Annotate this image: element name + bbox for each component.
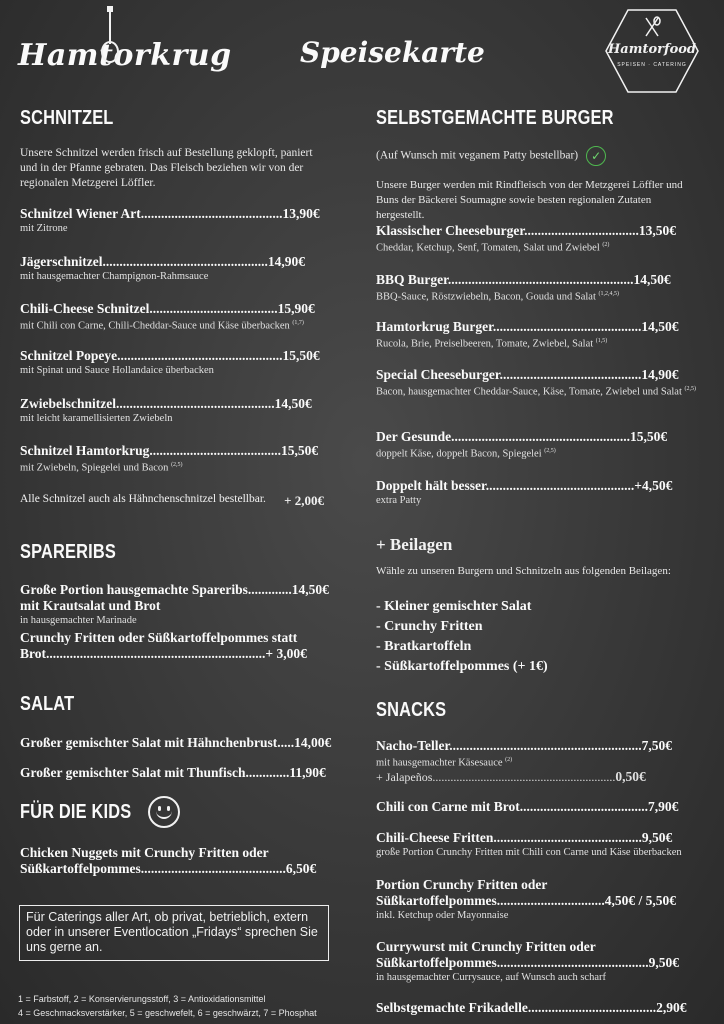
hamtorfood-logo (604, 8, 700, 94)
schnitzel-intro: Unsere Schnitzel werden frisch auf Bestellung geklopft, paniert und in der Pfanne gebraten. Das Fleisch beziehen wir von der regionalen Metzgerei Löffler. (20, 147, 313, 189)
kids-heading-row (20, 796, 180, 828)
menu-item: Currywurst mit Crunchy Fritten oder Süßkartoffelpommes.............................................9,50€ in hausgemachter Currysauce, auf Wunsch auch scharf (376, 939, 679, 983)
schnitzel-note: Alle Schnitzel auch als Hähnchenschnitzel bestellbar. + 2,00€ (20, 493, 324, 508)
item-name: Klassischer Cheeseburger (376, 223, 525, 238)
note-price: + 2,00€ (284, 493, 324, 508)
item-price: 15,90€ (277, 301, 315, 316)
menu-item: Zwiebelschnitzel...............................................14,50€ mit leicht karamellisierten Zwiebeln (20, 396, 326, 425)
vegan-leaf-icon: ✓ (586, 146, 606, 166)
footnote-line: 1 = Farbstoff, 2 = Konservierungsstoff, 3 = Antioxidationsmittel (18, 994, 266, 1004)
item-price: 14,50€ (633, 272, 671, 287)
list-item: - Crunchy Fritten (376, 619, 483, 634)
item-price: 13,90€ (282, 206, 320, 221)
smiley-icon (148, 796, 180, 828)
menu-item: Schnitzel Wiener Art..........................................13,90€ mit Zitrone (20, 206, 326, 235)
item-desc: Bacon, hausgemachter Cheddar-Sauce, Käse, Tomate, Zwiebel und Salat (376, 386, 682, 398)
item-price: 14,50€ (274, 396, 312, 411)
burger-intro: Unsere Burger werden mit Rindfleisch von der Metzgerei Löffler und Buns der Bäckerei Soumagne sowie besten regionalen Zutaten hergestellt. (376, 179, 683, 221)
spareribs-item: Große Portion hausgemachte Spareribs.............14,50€ mit Krautsalat und Brot in hausgemachter Marinade Crunchy Fritten oder Süßkartoffelpommes statt Brot.................................................................+ 3,00€ (20, 582, 329, 661)
item-name: Schnitzel Wiener Art (20, 206, 141, 221)
item-desc: mit Zwiebeln, Spiegelei und Bacon (20, 462, 169, 474)
kids-item: Chicken Nuggets mit Crunchy Fritten oder Süßkartoffelpommes...........................................6,50€ (20, 845, 317, 876)
menu-item: Nacho-Teller.........................................................7,50€ mit hausgemachter Käsesauce $^{(2)}$ + Jalapeños.............................................................0,50€ (376, 738, 672, 784)
item-name: Zwiebelschnitzel (20, 396, 116, 411)
kids-heading: FÜR DIE KIDS (20, 800, 132, 823)
spareribs-heading: SPARERIBS (20, 541, 116, 563)
item-desc: mit hausgemachter Champignon-Rahmsauce (20, 271, 209, 282)
guitar-icon (100, 6, 120, 66)
item-price: 15,50€ (630, 429, 668, 444)
list-item: - Bratkartoffeln (376, 639, 472, 654)
list-item: - Süßkartoffelpommes (+ 1€) (376, 659, 548, 674)
beilagen-intro: Wähle zu unseren Burgern und Schnitzeln aus folgenden Beilagen: (376, 565, 671, 577)
vegan-note: (Auf Wunsch mit veganem Patty bestellbar) (376, 149, 579, 162)
item-name: Schnitzel Popeye (20, 348, 118, 363)
item-name: Schnitzel Hamtorkrug (20, 443, 150, 458)
item-name: Special Cheeseburger (376, 367, 500, 382)
snacks-heading: SNACKS (376, 699, 447, 721)
item-name: Doppelt hält besser (376, 478, 486, 493)
item-desc: doppelt Käse, doppelt Bacon, Spiegelei (376, 448, 542, 460)
item-price: 14,50€ (641, 319, 679, 334)
item-desc: BBQ-Sauce, Röstzwiebeln, Bacon, Gouda und Salat (376, 291, 596, 303)
menu-item: Jägerschnitzel.................................................14,90€ mit hausgemachter Champignon-Rahmsauce (20, 254, 326, 283)
logo-left-text: Hamtorkrug (18, 38, 232, 73)
item-name: Hamtorkrug Burger (376, 319, 493, 334)
item-name: Jägerschnitzel (20, 254, 103, 269)
item-desc: mit Spinat und Sauce Hollandaice überbacken (20, 365, 214, 376)
item-price: 15,50€ (282, 348, 320, 363)
item-price: 15,50€ (281, 443, 319, 458)
schnitzel-heading: SCHNITZEL (20, 107, 114, 129)
menu-item: Doppelt hält besser............................................+4,50€ extra Patty (376, 478, 686, 507)
item-price: +4,50€ (634, 478, 673, 493)
menu-item: Chili-Cheese Fritten............................................9,50€ große Portion Crunchy Fritten mit Chili con Carne und Käse überbacken (376, 830, 682, 858)
item-desc: mit Zitrone (20, 223, 68, 234)
menu-item: Der Gesunde.....................................................15,50€ doppelt Käse, doppelt Bacon, Spiegelei $^{(2,5)}$ (376, 429, 668, 460)
beilagen-list (376, 597, 686, 677)
item-price: 14,90€ (641, 367, 679, 382)
menu-item: Special Cheeseburger..........................................14,90€ Bacon, hausgemachter Cheddar-Sauce, Käse, Tomate, Zwiebel und Salat $^{(2,5)}$ (376, 367, 697, 398)
menu-item: Klassischer Cheeseburger..................................13,50€ Cheddar, Ketchup, Senf, Tomaten, Salat und Zwiebel $^{(2)}$ (376, 223, 676, 254)
list-item: - Kleiner gemischter Salat (376, 599, 532, 614)
item-name: Der Gesunde (376, 429, 452, 444)
item-name: Chili-Cheese Schnitzel (20, 301, 150, 316)
logo-right-subtitle: SPEISEN · CATERING (617, 62, 687, 68)
logo-right-text: Hamtorfood (607, 42, 696, 57)
menu-item: Großer gemischter Salat mit Hähnchenbrust.....14,00€ (20, 735, 332, 750)
vegan-note-row (376, 146, 686, 166)
menu-item: Portion Crunchy Fritten oder Süßkartoffelpommes................................4,50€ / 5,50€ inkl. Ketchup oder Mayonnaise (376, 877, 676, 921)
salat-heading: SALAT (20, 693, 75, 715)
item-desc: extra Patty (376, 495, 422, 506)
page-title: Speisekarte (300, 36, 485, 69)
menu-item: BBQ Burger.......................................................14,50€ BBQ-Sauce, Röstzwiebeln, Bacon, Gouda und Salat $^{(1,2,4,5)}$ (376, 272, 671, 303)
item-desc: Rucola, Brie, Preiselbeeren, Tomate, Zwiebel, Salat (376, 338, 594, 350)
item-desc: Cheddar, Ketchup, Senf, Tomaten, Salat und Zwiebel (376, 242, 600, 254)
fork-whisk-icon (646, 17, 660, 36)
catering-box: Für Caterings aller Art, ob privat, betrieblich, extern oder in unserer Eventlocation „Fridays“ sprechen Sie uns gerne an. (19, 905, 329, 961)
footnote-line: 4 = Geschmacksverstärker, 5 = geschwefelt, 6 = geschwärzt, 7 = Phosphat (18, 1008, 317, 1018)
menu-item: Chili-Cheese Schnitzel......................................15,90€ mit Chili con Carne, Chili-Cheddar-Sauce und Käse überbacken $^{(1,7)}$ (20, 301, 315, 332)
item-desc: mit leicht karamellisierten Zwiebeln (20, 413, 173, 424)
menu-item: Schnitzel Popeye.................................................15,50€ mit Spinat und Sauce Hollandaice überbacken (20, 348, 326, 377)
menu-item: Großer gemischter Salat mit Thunfisch.............11,90€ (20, 765, 326, 780)
allergen-note: (2,5) (171, 462, 183, 468)
allergen-note: (1,7) (292, 320, 304, 326)
menu-item: Chili con Carne mit Brot......................................7,90€ (376, 799, 679, 814)
item-price: 14,90€ (267, 254, 305, 269)
burger-heading: SELBSTGEMACHTE BURGER (376, 107, 614, 129)
hamtorkrug-logo (18, 38, 232, 73)
menu-item: Selbstgemachte Frikadelle......................................2,90€ (376, 1000, 687, 1015)
beilagen-heading: + Beilagen (376, 535, 453, 554)
item-name: BBQ Burger (376, 272, 448, 287)
item-price: 13,50€ (638, 223, 676, 238)
menu-item: Schnitzel Hamtorkrug.......................................15,50€ mit Zwiebeln, Spiegelei und Bacon $^{(2,5)}$ (20, 443, 319, 474)
menu-item: Hamtorkrug Burger............................................14,50€ Rucola, Brie, Preiselbeeren, Tomate, Zwiebel, Salat $^{(1,5)}$ (376, 319, 679, 350)
item-desc: mit Chili con Carne, Chili-Cheddar-Sauce und Käse überbacken (20, 320, 290, 332)
